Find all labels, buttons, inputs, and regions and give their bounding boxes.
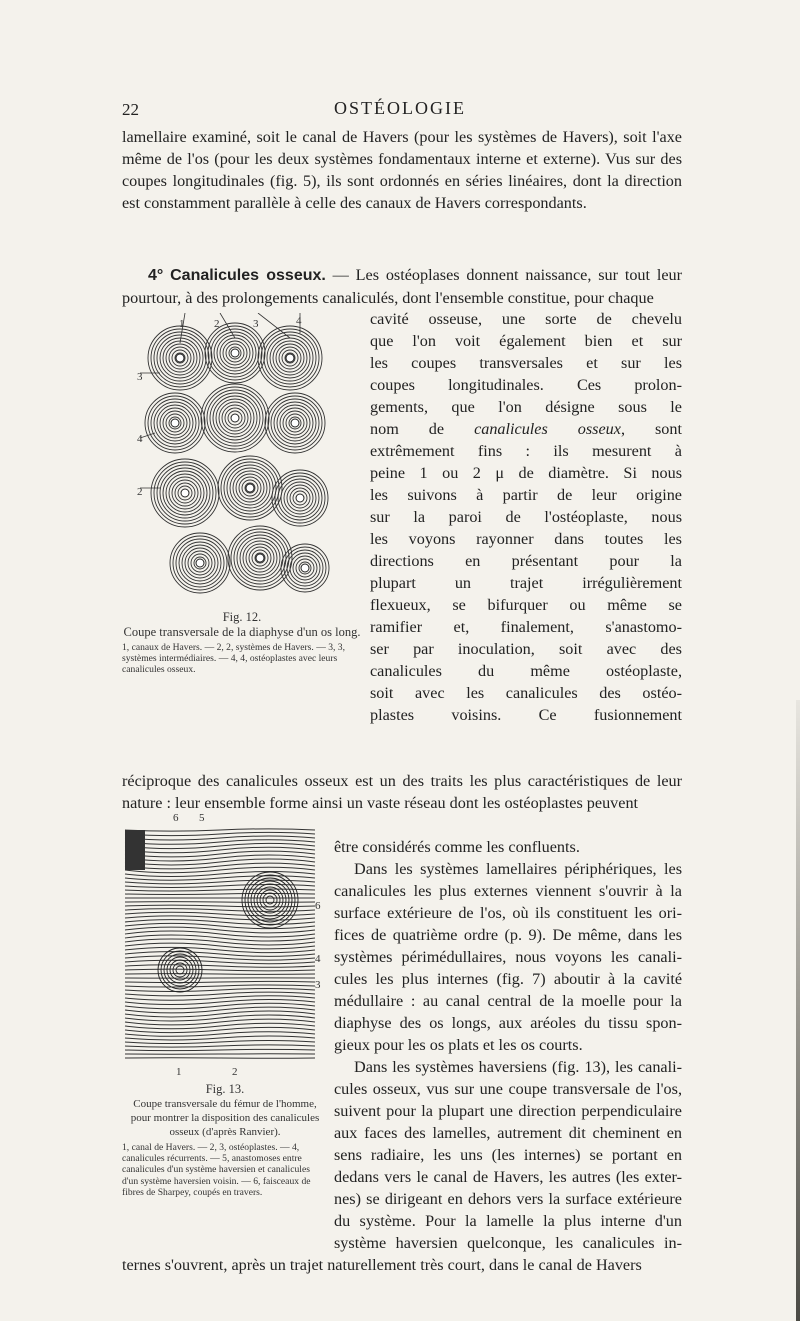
fig12-label-4-left: 4 xyxy=(137,433,143,445)
wrap2-line: Dans les systèmes haversiens (fig. 13), les canali- xyxy=(354,1058,682,1076)
canalicule-stroke xyxy=(125,935,315,941)
fig13-label-4: 4 xyxy=(315,953,321,965)
wrap2-line: médullaire : au canal central de la moelle pour la xyxy=(334,992,682,1010)
wrap2-line: canalicules les plus externes viennent s'ouvrir à la xyxy=(334,882,682,900)
havers-canal xyxy=(181,489,189,497)
fig12-label-3-left: 3 xyxy=(137,371,143,383)
lamella-ring xyxy=(158,948,202,992)
section-intro xyxy=(122,264,682,309)
canalicule-stroke xyxy=(125,985,315,987)
wrap2-line: Dans les systèmes lamellaires périphériques, les xyxy=(354,860,682,878)
wrap2-line: suivent pour la plupart une direction perpendiculaire xyxy=(334,1102,682,1120)
wrap1-line xyxy=(370,352,682,374)
havers-canal xyxy=(286,354,294,362)
text-run: peine 1 ou 2 μ de diamètre. Si nous xyxy=(370,464,682,482)
text-run: soit avec les canalicules des ostéo- xyxy=(370,684,682,702)
fig12-label-2: 2 xyxy=(214,318,220,330)
wrap2-line: système haversien quelconque, les canalicules in- xyxy=(334,1234,682,1252)
havers-canal xyxy=(171,419,179,427)
text-run: les voyons rayonner dans toutes les xyxy=(370,530,682,548)
fig13-title: Coupe transversale du fémur de l'homme, pour montrer la disposition des canalicules osseux (d'après Ranvier). xyxy=(130,1098,320,1138)
fig13-caption xyxy=(122,1082,328,1198)
text-run: les suivons à partir de leur origine xyxy=(370,486,682,504)
canalicule-stroke xyxy=(125,855,315,861)
text-run: ser par inoculation, soit avec des xyxy=(370,640,682,658)
havers-canal xyxy=(256,554,264,562)
fig13-label-2: 2 xyxy=(232,1066,238,1078)
fig13-label-3: 3 xyxy=(315,979,321,991)
wrap1-line xyxy=(370,418,682,440)
havers-canal xyxy=(196,559,204,567)
canalicule-stroke xyxy=(125,1049,315,1050)
canalicule-stroke xyxy=(125,1011,315,1017)
text-run: flexueux, se bifurquer ou même se xyxy=(370,596,682,614)
havers-canal xyxy=(176,354,184,362)
page-edge-shadow xyxy=(796,700,800,1321)
canalicule-stroke xyxy=(125,969,315,971)
canalicule-stroke xyxy=(125,829,315,831)
fig12-label-1: 1 xyxy=(179,318,185,330)
wrap2-line: cules les plus internes (fig. 7) aboutir à la cavité xyxy=(334,970,682,988)
wrap-column-2 xyxy=(334,836,682,1254)
wrap1-line xyxy=(370,528,682,550)
fig13-label-6-top: 6 xyxy=(173,812,179,824)
fig12-label-4: 4 xyxy=(296,315,302,327)
fig12-caption xyxy=(122,610,362,676)
wrap1-line xyxy=(370,440,682,462)
canalicule-stroke xyxy=(125,939,315,945)
fig13-legend: 1, canal de Havers. — 2, 3, ostéoplastes. — 4, canalicules récurrents. — 5, anastomoses entre canalicules d'un système haversien et canalicules d'un système haversien voisin. — 6, faisceaux de fibres de Sharpey, coupés en travers. xyxy=(122,1142,311,1198)
wrap1-line xyxy=(370,374,682,396)
text-run: gements, que l'on désigne sous le xyxy=(370,398,682,416)
wrap1-line xyxy=(370,572,682,594)
term-italic: canalicules osseux xyxy=(474,420,621,438)
wrap2-line: surface extérieure de l'os, où ils constituent les ori- xyxy=(334,904,682,922)
wrap1-line xyxy=(370,550,682,572)
wrap2-line: être considérés comme les confluents. xyxy=(334,838,580,856)
text-run: coupes longitudinales. Ces prolon- xyxy=(370,376,682,394)
fig12-legend: 1, canaux de Havers. — 2, 2, systèmes de Havers. — 3, 3, systèmes intermédiaires. — 4, 4, ostéoplastes avec leurs canalicules osseux. xyxy=(122,642,345,676)
paragraph-full-2-text: ternes s'ouvrent, après un trajet naturellement très court, dans le canal de Havers xyxy=(122,1256,642,1274)
text-run: plupart un trajet irrégulièrement xyxy=(370,574,682,592)
text-run: extrêmement fins : ils mesurent à xyxy=(370,442,682,460)
running-title: OSTÉOLOGIE xyxy=(334,98,466,118)
figure-13-illustration xyxy=(120,820,325,1065)
canalicule-stroke xyxy=(125,902,315,903)
fig12-number: Fig. 12. xyxy=(222,610,262,624)
lamella-ring xyxy=(257,887,283,913)
havers-canal xyxy=(231,414,239,422)
wrap2-line: fices de quatrième ordre (p. 9). De même, dans les xyxy=(334,926,682,944)
text-run: ramifier et, finalement, s'anastomo- xyxy=(370,618,682,636)
text-run: que l'on voit également bien et sur xyxy=(370,332,682,350)
paragraph-top xyxy=(122,126,682,214)
havers-canal xyxy=(291,419,299,427)
canalicule-stroke xyxy=(125,1058,315,1059)
canalicule-stroke xyxy=(125,965,315,968)
canalicule-stroke xyxy=(125,1045,315,1047)
text-run: les coupes transversales et sur les xyxy=(370,354,682,372)
canalicule-stroke xyxy=(125,893,315,894)
text-run: cavité osseuse, une sorte de chevelu xyxy=(370,310,682,328)
havers-canal xyxy=(125,830,145,870)
section-title: Canalicules osseux. xyxy=(170,267,326,284)
wrap1-line xyxy=(370,484,682,506)
wrap1-line xyxy=(370,462,682,484)
lamella-ring xyxy=(245,875,295,925)
wrap1-line xyxy=(370,506,682,528)
wrap1-line xyxy=(370,396,682,418)
canalicule-stroke xyxy=(125,931,315,937)
section-number: 4° xyxy=(148,267,164,284)
wrap1-line xyxy=(370,594,682,616)
text-run: nom de xyxy=(370,420,475,438)
canalicule-stroke xyxy=(125,1036,315,1040)
paragraph-full-1 xyxy=(122,770,682,814)
fig13-number: Fig. 13. xyxy=(205,1082,245,1096)
wrap1-line xyxy=(370,704,682,726)
wrap2-line: aux faces des lamelles, autrement dit cheminent en xyxy=(334,1124,682,1142)
wrap2-line: cules osseux, vus sur une coupe transversale de l'os, xyxy=(334,1080,682,1098)
wrap2-line: nes) se dirigeant en dehors vers la surface extérieure xyxy=(334,1190,682,1208)
paragraph-top-text: lamellaire examiné, soit le canal de Havers (pour les systèmes de Havers), soit l'axe même de l'os (pour les deux systèmes fondamentaux interne et externe). Vus sur des coupes longitudinales (fig. 5), ils sont ordonnés en séries linéaires, dont la direction est constamment parallèle à celle des canaux de Havers correspondants. xyxy=(122,128,682,212)
havers-canal xyxy=(231,349,239,357)
fig12-label-3: 3 xyxy=(253,318,259,330)
wrap1-line xyxy=(370,308,682,330)
canalicule-stroke xyxy=(125,1040,315,1043)
lamella-ring xyxy=(164,954,196,986)
wrap1-line xyxy=(370,682,682,704)
havers-canal xyxy=(296,494,304,502)
wrap1-line xyxy=(370,330,682,352)
wrap2-line: diaphyse des os longs, aux aréoles du tissu spon- xyxy=(334,1014,682,1032)
fig13-label-6-right: 6 xyxy=(315,900,321,912)
wrap1-line xyxy=(370,638,682,660)
canalicule-stroke xyxy=(125,960,315,963)
wrap1-line xyxy=(370,616,682,638)
fig12-label-2-left: 2 xyxy=(137,486,143,498)
wrap-column-1 xyxy=(370,308,682,726)
text-run: canalicules du même ostéoplaste, xyxy=(370,662,682,680)
havers-canal xyxy=(246,484,254,492)
lamella-ring xyxy=(167,957,193,983)
text-run: plastes voisins. Ce fusionnement xyxy=(370,706,682,724)
fig13-label-5: 5 xyxy=(199,812,205,824)
canalicule-stroke xyxy=(125,832,315,835)
canalicule-stroke xyxy=(125,859,315,865)
paragraph-full-2 xyxy=(122,1254,682,1276)
wrap2-line: du système. Pour la lamelle la plus interne d'un xyxy=(334,1212,682,1230)
text-run: , sont xyxy=(620,420,682,438)
page-number: 22 xyxy=(122,100,139,119)
wrap2-line: systèmes périmédullaires, nous voyons les canali- xyxy=(334,948,682,966)
lamella-ring xyxy=(176,966,184,974)
wrap2-line: gieux pour les os plats et les os courts. xyxy=(334,1036,583,1054)
canalicule-stroke xyxy=(125,1015,315,1021)
wrap1-line xyxy=(370,660,682,682)
canalicule-stroke xyxy=(125,974,315,975)
canalicule-stroke xyxy=(125,836,315,840)
figure-12-illustration xyxy=(140,313,330,608)
canalicule-stroke xyxy=(125,992,315,996)
text-run: sur la paroi de l'ostéoplaste, nous xyxy=(370,508,682,526)
paragraph-full-1-text: réciproque des canalicules osseux est un des traits les plus caractéristiques de leur nature : leur ensemble forme ainsi un vaste réseau dont les ostéoplastes peuvent xyxy=(122,772,682,812)
wrap2-line: dedans vers le canal de Havers, les autres (les exter- xyxy=(334,1168,682,1186)
fig13-label-1: 1 xyxy=(176,1066,182,1078)
canalicule-stroke xyxy=(125,989,315,992)
lamella-ring xyxy=(263,893,277,907)
canalicule-stroke xyxy=(125,981,315,982)
section-intro-text: — Les ostéoplases donnent naissance, sur tout leur pourtour, à des prolongements canaliculés, dont l'ensemble constitue, pour chaque xyxy=(122,266,682,307)
text-run: directions en présentant pour la xyxy=(370,552,682,570)
wrap2-line: sens radiaire, les uns (les internes) se portant en xyxy=(334,1146,682,1164)
havers-canal xyxy=(301,564,309,572)
fig12-title: Coupe transversale de la diaphyse d'un os long. xyxy=(123,625,361,639)
canalicule-stroke xyxy=(125,905,315,907)
